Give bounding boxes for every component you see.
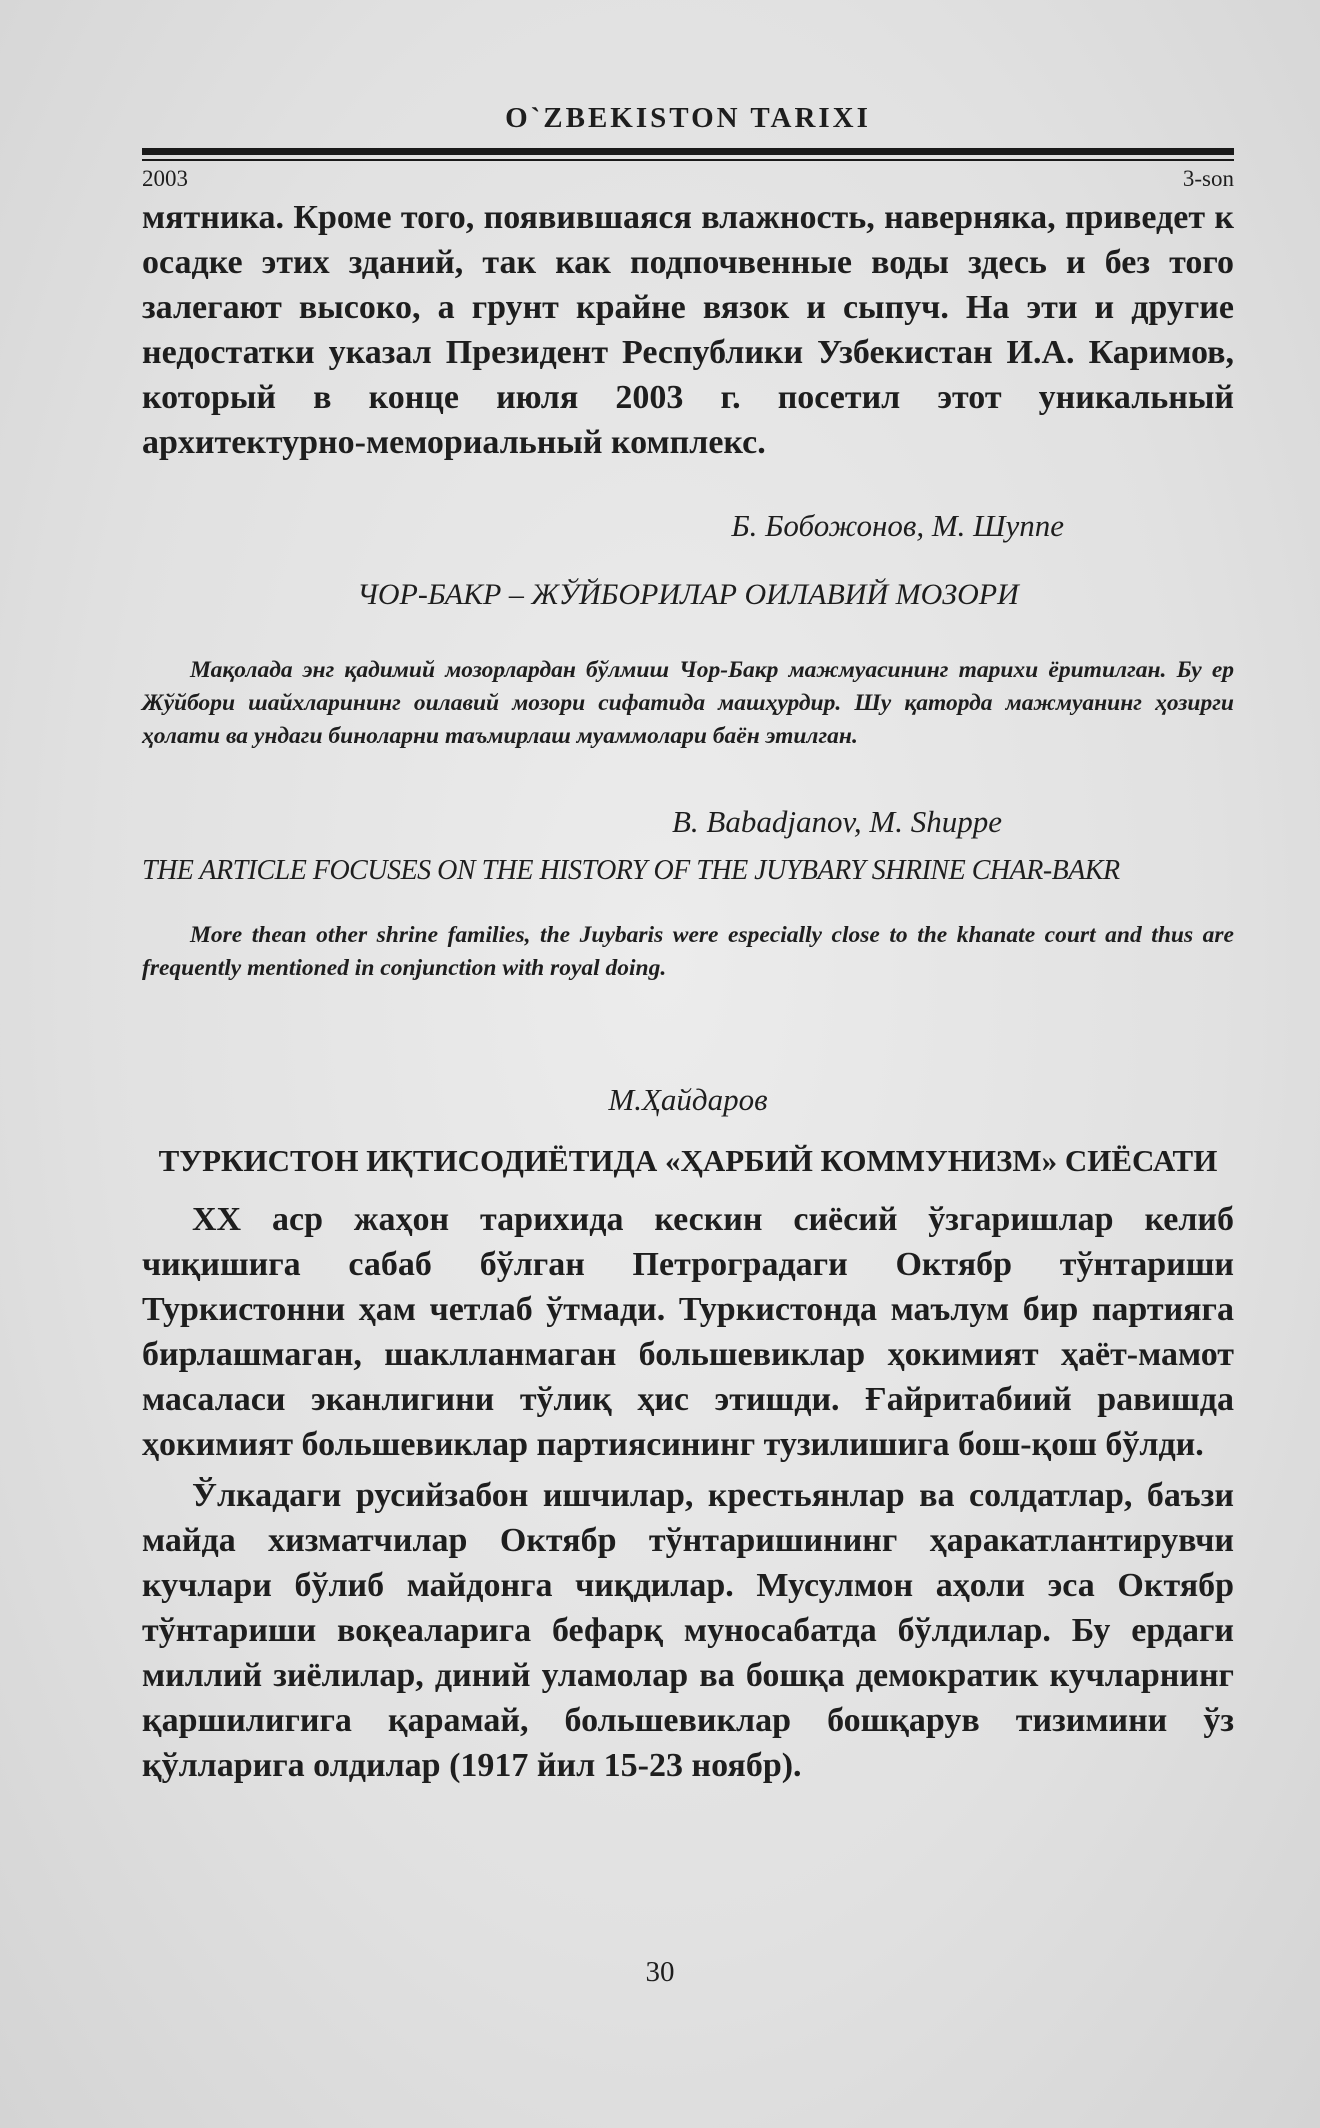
page-content <box>142 100 1234 1788</box>
header-meta <box>142 165 1234 193</box>
article2-paragraph-2: Ўлкадаги русийзабон ишчилар, крестьянлар ва солдатлар, баъзи майда хизматчилар Октябр тўнтаришининг ҳаракатлантирувчи кучлари бўлиб майдонга чиқдилар. Мусулмон аҳоли эса Октябр тўнтариши воқеаларига бефарқ муносабатда бўлдилар. Бу ердаги миллий зиёлилар, диний уламолар ва бошқа демократик кучларнинг қаршилигига қарамай, большевиклар бошқарув тизимини ўз қўлларига олдилар (1917 йил 15-23 ноябр). <box>142 1477 1234 1784</box>
article2-author: М.Ҳайдаров <box>608 1082 768 1117</box>
article1-en-abstract: More thean other shrine families, the Juybaris were especially close to the khanate court and thus are frequently mentioned in conjunction with royal doing. <box>142 922 1234 981</box>
header-rule-thick <box>142 148 1234 155</box>
article1-en-authors: B. Babadjanov, M. Shuppe <box>671 804 1002 839</box>
journal-title: O`ZBEKISTON TARIXI <box>505 102 871 134</box>
article2-title: ТУРКИСТОН ИҚТИСОДИЁТИДА «ҲАРБИЙ КОММУНИЗМ» СИЁСАТИ <box>158 1143 1218 1178</box>
article1-authors: Б. Бобожонов, М. Шуппе <box>731 508 1064 543</box>
page-number: 30 <box>645 1956 675 1988</box>
article1-title: ЧОР-БАКР – ЖЎЙБОРИЛАР ОИЛАВИЙ МОЗОРИ <box>357 578 1019 611</box>
header-rule-thin <box>142 159 1234 161</box>
article1-abstract: Мақолада энг қадимий мозорлардан бўлмиш Чор-Бакр мажмуасининг тарихи ёритилган. Бу ер Жўйбори шайхларининг оилавий мозори сифатида машҳурдир. Шу қаторда мажмуанинг ҳозирги ҳолати ва ундаги биноларни таъмирлаш муаммолари баён этилган. <box>142 657 1234 749</box>
article2-paragraph-1: XX аср жаҳон тарихида кескин сиёсий ўзгаришлар келиб чиқишига сабаб бўлган Петроградаги Октябр тўнтариши Туркистонни ҳам четлаб ўтмади. Туркистонда маълум бир партияга бирлашмаган, шаклланмаган большевиклар ҳокимият ҳаёт-мамот масаласи эканлигини тўлиқ ҳис этишди. Ғайритабиий равишда ҳокимият большевиклар партиясининг тузилишига бош-қош бўлди. <box>142 1201 1234 1463</box>
issue-year: 2003 <box>142 166 188 191</box>
intro-paragraph: мятника. Кроме того, появившаяся влажность, наверняка, приведет к осадке этих зданий, так как подпочвенные воды здесь и без того залегают высоко, а грунт крайне вязок и сыпуч. На эти и другие недостатки указал Президент Республики Узбекистан И.А. Каримов, который в конце июля 2003 г. посетил этот уникальный архитектурно-мемориальный комплекс. <box>142 199 1234 461</box>
article1-en-title: THE ARTICLE FOCUSES ON THE HISTORY OF THE JUYBARY SHRINE CHAR-BAKR <box>142 855 1120 886</box>
issue-number: 3-son <box>1182 166 1234 191</box>
